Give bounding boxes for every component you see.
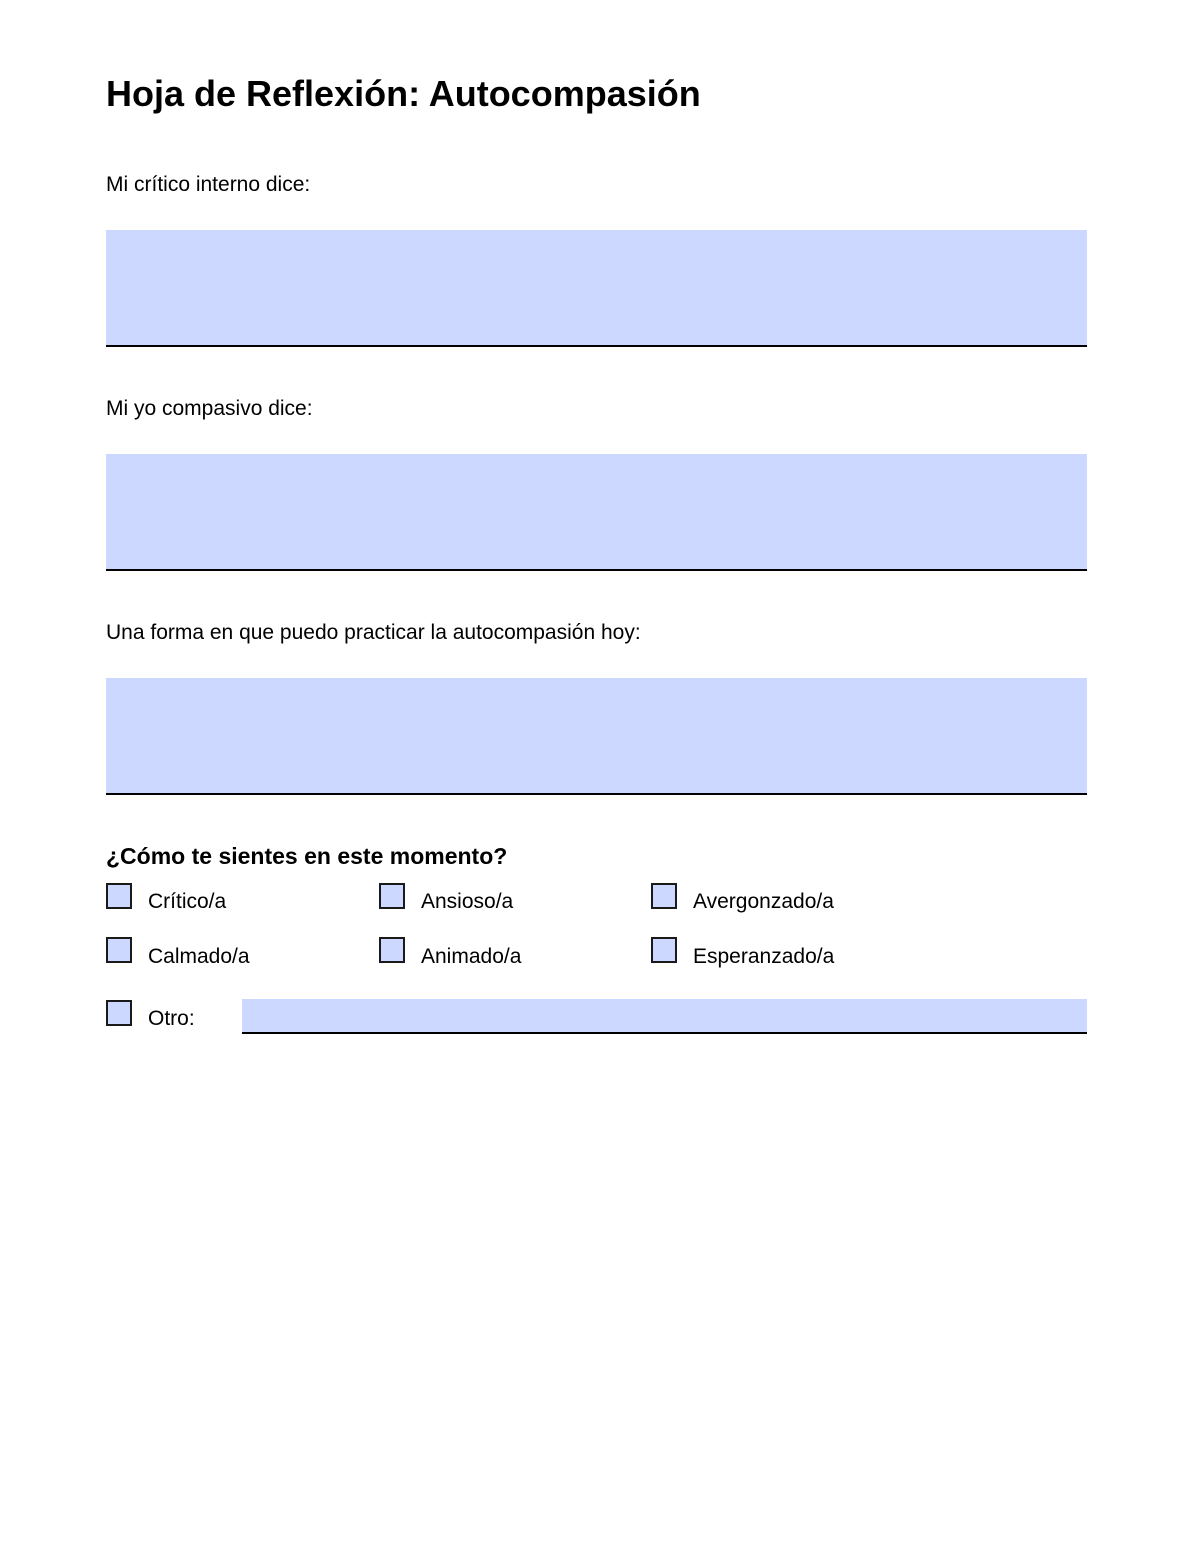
practice-today-label: Una forma en que puedo practicar la autocompasión hoy: bbox=[106, 621, 641, 644]
compassionate-self-label: Mi yo compasivo dice: bbox=[106, 397, 313, 420]
checkbox-label-esperanzado: Esperanzado/a bbox=[693, 945, 835, 968]
checkbox-critico[interactable] bbox=[106, 883, 132, 909]
practice-today-field[interactable] bbox=[106, 678, 1087, 795]
compassionate-self-field[interactable] bbox=[106, 454, 1087, 571]
other-feeling-field[interactable] bbox=[242, 999, 1087, 1034]
checkbox-animado[interactable] bbox=[379, 937, 405, 963]
inner-critic-field[interactable] bbox=[106, 230, 1087, 347]
checkbox-ansioso[interactable] bbox=[379, 883, 405, 909]
checkbox-otro[interactable] bbox=[106, 1000, 132, 1026]
feelings-heading: ¿Cómo te sientes en este momento? bbox=[106, 843, 508, 869]
page-title: Hoja de Reflexión: Autocompasión bbox=[106, 73, 701, 114]
checkbox-esperanzado[interactable] bbox=[651, 937, 677, 963]
checkbox-label-animado: Animado/a bbox=[421, 945, 522, 968]
inner-critic-label: Mi crítico interno dice: bbox=[106, 173, 311, 196]
checkbox-label-otro: Otro: bbox=[148, 1007, 195, 1030]
checkbox-label-calmado: Calmado/a bbox=[148, 945, 250, 968]
checkbox-label-critico: Crítico/a bbox=[148, 890, 227, 913]
checkbox-label-ansioso: Ansioso/a bbox=[421, 890, 514, 913]
checkbox-label-avergonzado: Avergonzado/a bbox=[693, 890, 834, 913]
checkbox-avergonzado[interactable] bbox=[651, 883, 677, 909]
checkbox-calmado[interactable] bbox=[106, 937, 132, 963]
